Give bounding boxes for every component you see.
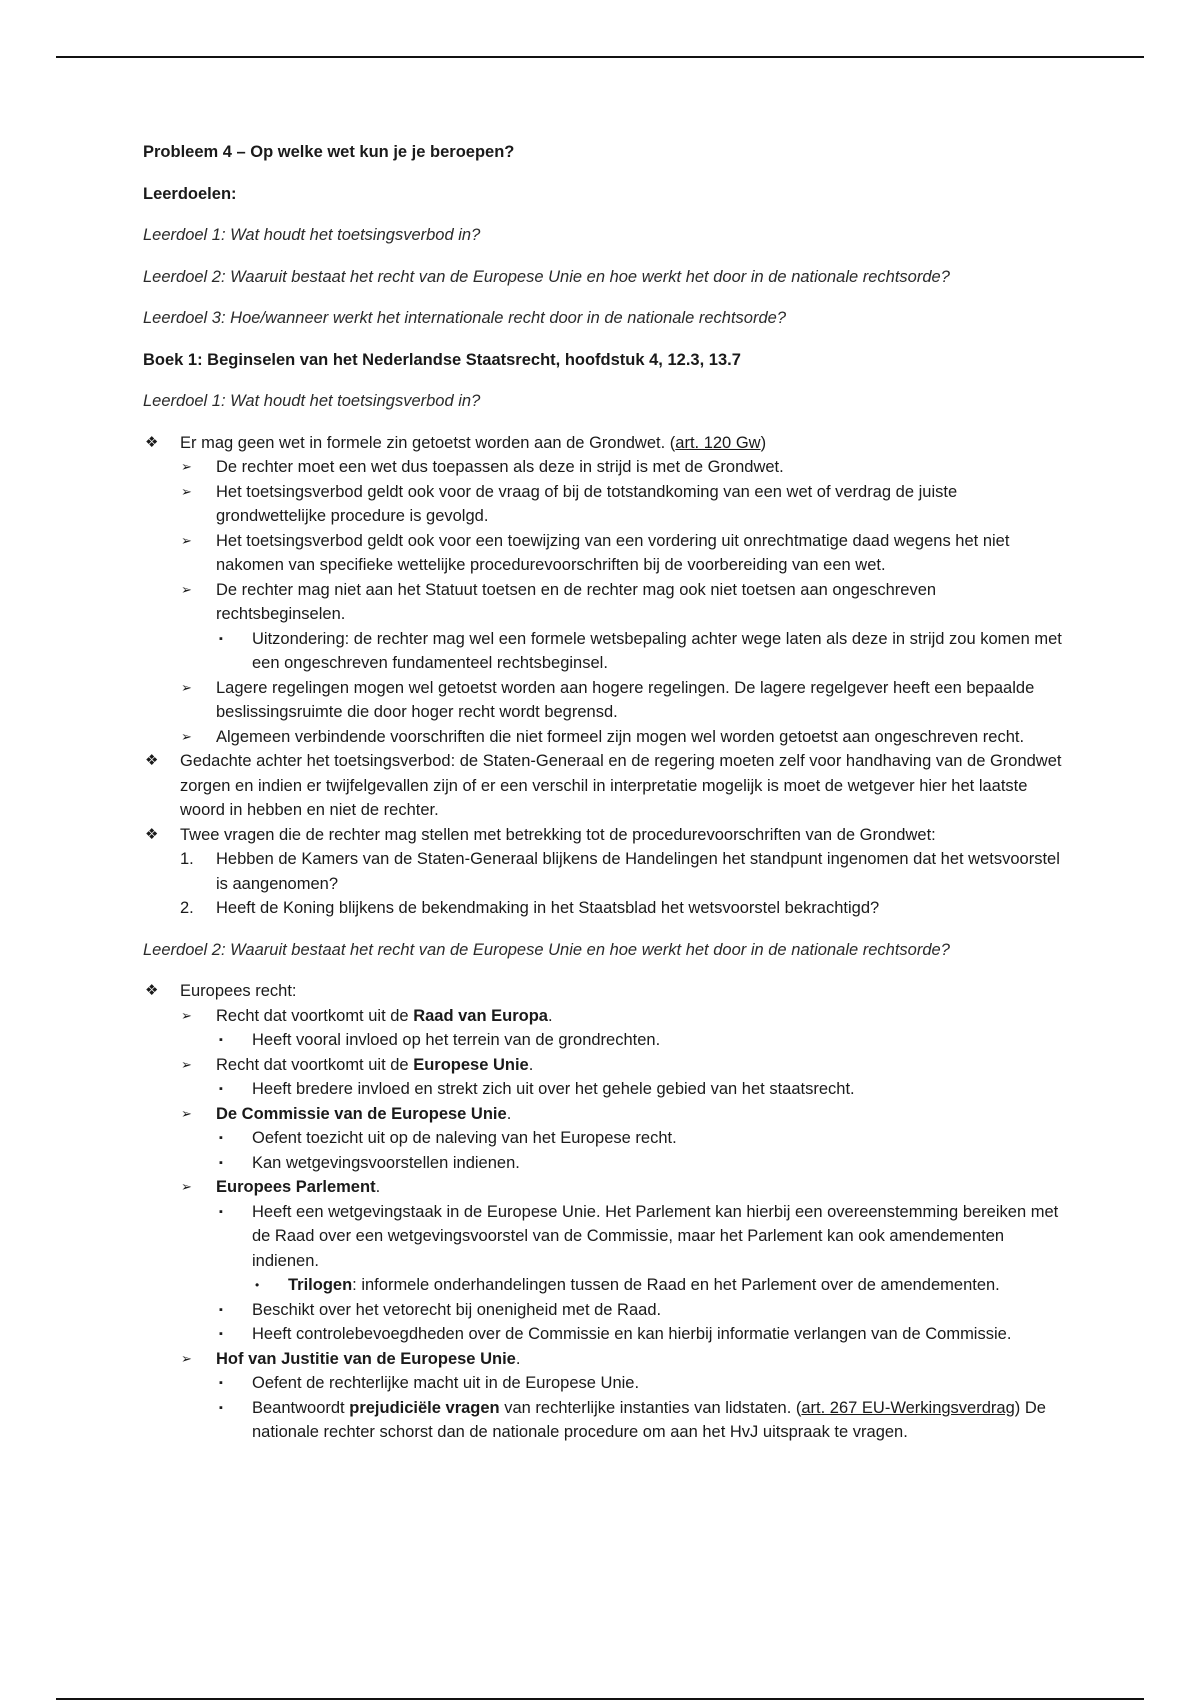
list-item: ▪ Heeft bredere invloed en strekt zich uit over het gehele gebied van het staatsrecht. bbox=[143, 1077, 1063, 1102]
list-item: ▪ Heeft controlebevoegdheden over de Commissie en kan hierbij informatie verlangen van de Commissie. bbox=[143, 1322, 1063, 1347]
header-rule bbox=[56, 56, 1144, 58]
list-item: ❖ Gedachte achter het toetsingsverbod: de Staten-Generaal en de regering moeten zelf voor handhaving van de Grondwet zorgen en indien er twijfelgevallen zijn of er een verschil in interpretatie mogelijk is moet de wetgever hier het laatste woord in hebben en niet de rechter. bbox=[143, 749, 1063, 823]
square-bullet-icon: ▪ bbox=[219, 632, 223, 645]
list-item: ➢ Recht dat voortkomt uit de Europese Unie. bbox=[143, 1053, 1063, 1078]
numbered-item: 2. Heeft de Koning blijkens de bekendmaking in het Staatsblad het wetsvoorstel bekrachtigd? bbox=[143, 896, 1063, 921]
leerdoel-1: Leerdoel 1: Wat houdt het toetsingsverbod in? bbox=[143, 226, 481, 244]
list-item: • Trilogen: informele onderhandelingen tussen de Raad en het Parlement over de amendementen. bbox=[143, 1273, 1063, 1298]
square-bullet-icon: ▪ bbox=[219, 1377, 223, 1389]
numbered-item: 1. Hebben de Kamers van de Staten-Generaal blijkens de Handelingen het standpunt ingenomen dat het wetsvoorstel is aangenomen? bbox=[143, 847, 1063, 896]
diamond-bullet-icon: ❖ bbox=[145, 752, 159, 769]
list-item: ▪ Uitzondering: de rechter mag wel een formele wetsbepaling achter wege laten als deze in strijd zou komen met een ongeschreven fundamenteel rechtsbeginsel. bbox=[143, 627, 1063, 676]
section1-list bbox=[143, 431, 1063, 921]
list-item: ❖ Europees recht: bbox=[143, 979, 1063, 1004]
square-bullet-icon: ▪ bbox=[219, 1156, 223, 1169]
list-item: ▪ Kan wetgevingsvoorstellen indienen. bbox=[143, 1151, 1063, 1176]
square-bullet-icon: ▪ bbox=[219, 1328, 223, 1340]
arrow-bullet-icon: ➢ bbox=[181, 483, 192, 499]
diamond-bullet-icon: ❖ bbox=[145, 982, 159, 999]
list-item: ▪ Oefent toezicht uit op de naleving van het Europese recht. bbox=[143, 1126, 1063, 1151]
list-item: ➢ Het toetsingsverbod geldt ook voor een toewijzing van een vordering uit onrechtmatige daad wegens het niet nakomen van specifieke wettelijke procedurevoorschriften bij de voorbereiding van een wet. bbox=[143, 529, 1063, 578]
list-item: ➢ De rechter mag niet aan het Statuut toetsen en de rechter mag ook niet toetsen aan ongeschreven rechtsbeginselen. bbox=[143, 578, 1063, 627]
section2-heading: Leerdoel 2: Waaruit bestaat het recht van de Europese Unie en hoe werkt het door in de nationale rechtsorde? bbox=[143, 940, 950, 959]
arrow-bullet-icon: ➢ bbox=[181, 532, 192, 548]
list-item: ❖ Twee vragen die de rechter mag stellen met betrekking tot de procedurevoorschriften van de Grondwet: bbox=[143, 823, 1063, 848]
item-number: 2. bbox=[180, 899, 194, 917]
list-item: ➢ Europees Parlement. bbox=[143, 1175, 1063, 1200]
square-bullet-icon: ▪ bbox=[219, 1034, 223, 1046]
arrow-bullet-icon: ➢ bbox=[181, 1179, 192, 1194]
list-item: ➢ Hof van Justitie van de Europese Unie. bbox=[143, 1347, 1063, 1372]
square-bullet-icon: ▪ bbox=[219, 1083, 223, 1095]
arrow-bullet-icon: ➢ bbox=[181, 1350, 192, 1366]
arrow-bullet-icon: ➢ bbox=[181, 1007, 192, 1023]
diamond-bullet-icon: ❖ bbox=[145, 433, 159, 451]
round-bullet-icon: • bbox=[255, 1278, 260, 1292]
item-number: 1. bbox=[180, 850, 194, 868]
arrow-bullet-icon: ➢ bbox=[181, 1105, 192, 1121]
square-bullet-icon: ▪ bbox=[219, 1205, 223, 1218]
list-item: ▪ Oefent de rechterlijke macht uit in de Europese Unie. bbox=[143, 1371, 1063, 1396]
leerdoelen-heading: Leerdoelen: bbox=[143, 184, 237, 203]
list-item: ➢ De rechter moet een wet dus toepassen als deze in strijd is met de Grondwet. bbox=[143, 455, 1063, 480]
arrow-bullet-icon: ➢ bbox=[181, 1056, 192, 1072]
list-item: ▪ Heeft vooral invloed op het terrein van de grondrechten. bbox=[143, 1028, 1063, 1053]
list-item: ➢ De Commissie van de Europese Unie. bbox=[143, 1102, 1063, 1127]
leerdoel-3: Leerdoel 3: Hoe/wanneer werkt het internationale recht door in de nationale rechtsorde? bbox=[143, 309, 786, 327]
article-reference-link[interactable]: art. 267 EU-Werkingsverdrag bbox=[801, 1398, 1015, 1417]
leerdoel-2: Leerdoel 2: Waaruit bestaat het recht van de Europese Unie en hoe werkt het door in de nationale rechtsorde? bbox=[143, 267, 950, 286]
section1-heading: Leerdoel 1: Wat houdt het toetsingsverbod in? bbox=[143, 392, 481, 410]
list-item: ➢ Het toetsingsverbod geldt ook voor de vraag of bij de totstandkoming van een wet of verdrag de juiste grondwettelijke procedure is gevolgd. bbox=[143, 480, 1063, 529]
list-item: ❖ Er mag geen wet in formele zin getoetst worden aan de Grondwet. (art. 120 Gw) bbox=[143, 431, 1063, 456]
arrow-bullet-icon: ➢ bbox=[181, 581, 192, 597]
square-bullet-icon: ▪ bbox=[219, 1303, 223, 1316]
article-reference-link[interactable]: art. 120 Gw bbox=[675, 433, 761, 452]
square-bullet-icon: ▪ bbox=[219, 1132, 223, 1144]
arrow-bullet-icon: ➢ bbox=[181, 459, 192, 474]
boek-heading: Boek 1: Beginselen van het Nederlandse Staatsrecht, hoofdstuk 4, 12.3, 13.7 bbox=[143, 350, 741, 369]
list-item: ▪ Beschikt over het vetorecht bij onenigheid met de Raad. bbox=[143, 1298, 1063, 1323]
list-item: ➢ Recht dat voortkomt uit de Raad van Europa. bbox=[143, 1004, 1063, 1029]
arrow-bullet-icon: ➢ bbox=[181, 679, 192, 695]
list-item: ➢ Lagere regelingen mogen wel getoetst worden aan hogere regelingen. De lagere regelgever heeft een bepaalde beslissingsruimte die door hoger recht wordt begrensd. bbox=[143, 676, 1063, 725]
section2-list bbox=[143, 979, 1063, 1445]
diamond-bullet-icon: ❖ bbox=[145, 825, 159, 843]
list-item: ▪ Beantwoordt prejudiciële vragen van rechterlijke instanties van lidstaten. (art. 267 EU-Werkingsverdrag) De nationale rechter schorst dan de nationale procedure om aan het HvJ uitspraak te vragen. bbox=[143, 1396, 1063, 1445]
list-item: ▪ Heeft een wetgevingstaak in de Europese Unie. Het Parlement kan hierbij een overeenstemming bereiken met de Raad over een wetgevingsvoorstel van de Commissie, maar het Parlement kan ook amendementen indienen. bbox=[143, 1200, 1063, 1274]
list-item: ➢ Algemeen verbindende voorschriften die niet formeel zijn mogen wel worden getoetst aan ongeschreven recht. bbox=[143, 725, 1063, 750]
square-bullet-icon: ▪ bbox=[219, 1401, 223, 1414]
arrow-bullet-icon: ➢ bbox=[181, 728, 192, 744]
document-page bbox=[143, 140, 1063, 1462]
page-title: Probleem 4 – Op welke wet kun je je beroepen? bbox=[143, 143, 515, 161]
